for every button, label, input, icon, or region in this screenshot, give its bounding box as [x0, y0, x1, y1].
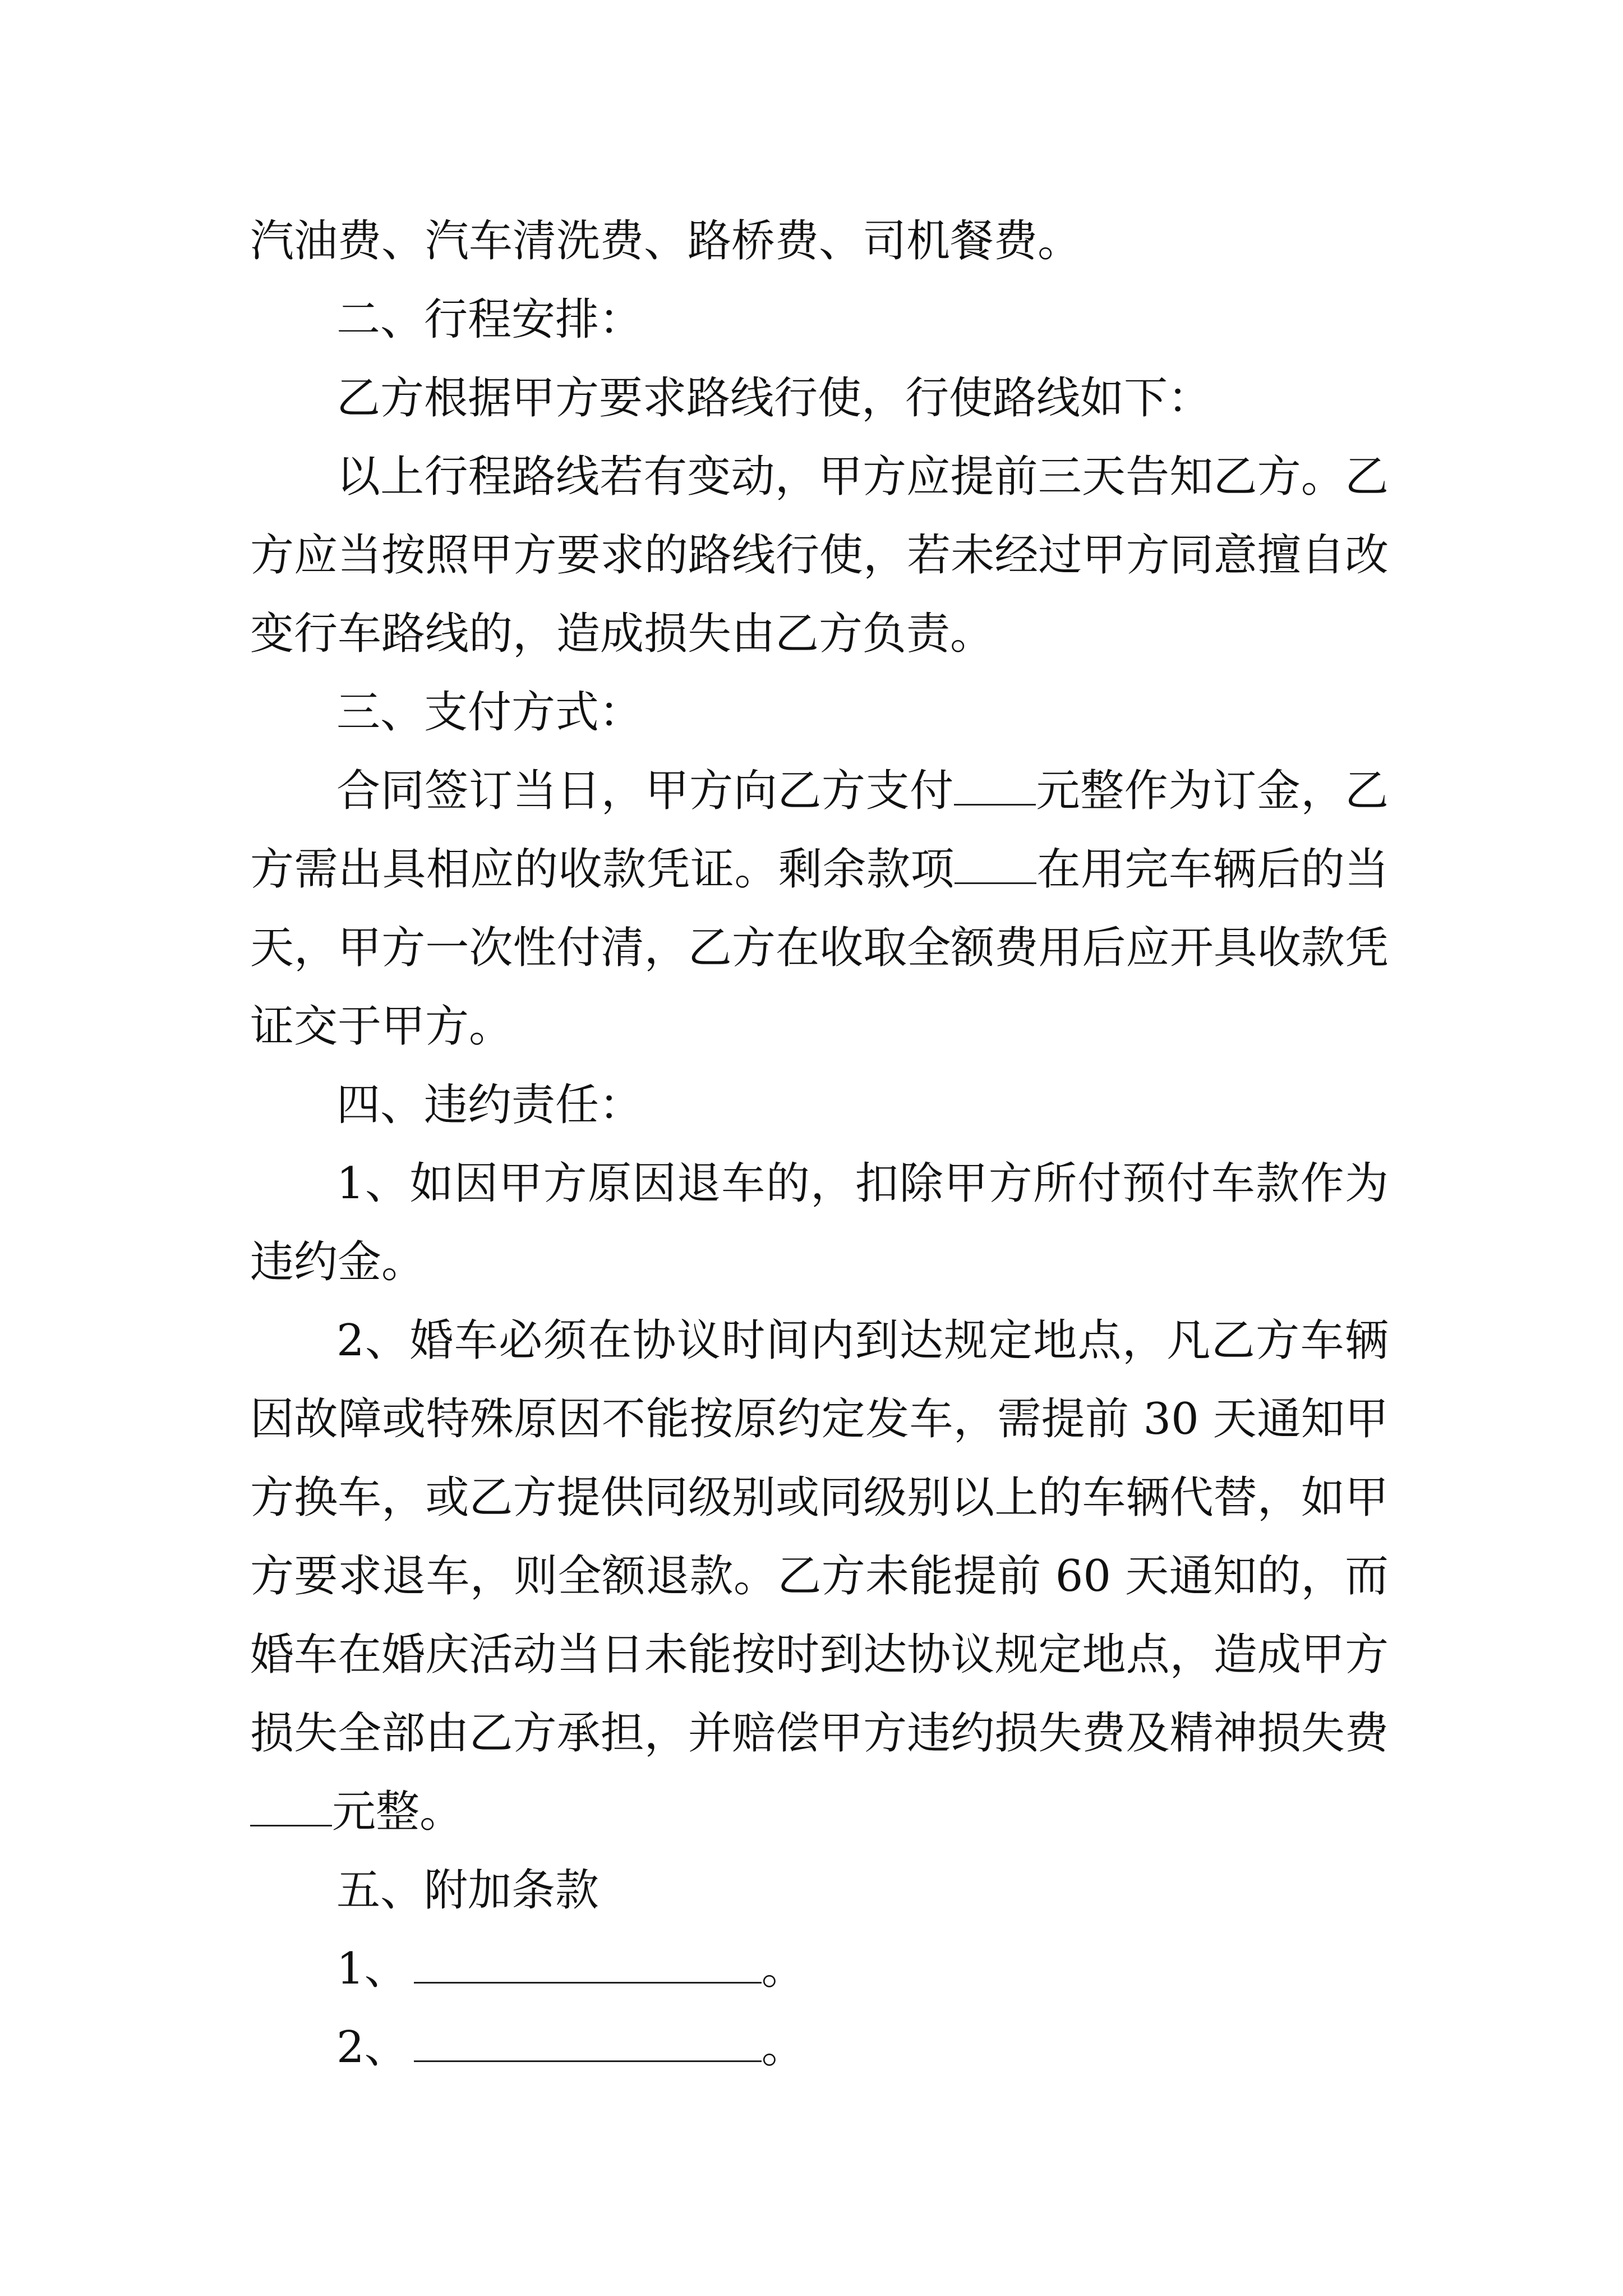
blank-field — [954, 765, 1036, 806]
text-line: 证交于甲方。 — [250, 1001, 513, 1052]
text-segment: 2、 — [336, 2022, 408, 2073]
text-line: 损失全部由乙方承担，并赔偿甲方违约损失费及精神损失费 — [250, 1708, 1389, 1759]
text-line: 婚车在婚庆活动当日未能按时到达协议规定地点，造成甲方 — [250, 1630, 1389, 1680]
section-heading-itinerary: 二、行程安排： — [336, 295, 643, 345]
text-segment: 元整作为订金，乙 — [1035, 766, 1389, 816]
text-line: 2、婚车必须在协议时间内到达规定地点，凡乙方车辆 — [336, 1315, 1389, 1366]
text-segment: 方需出具相应的收款凭证。剩余款项 — [250, 844, 955, 895]
text-line: 以上行程路线若有变动，甲方应提前三天告知乙方。乙 — [336, 452, 1389, 502]
text-line — [336, 2019, 1389, 2076]
blank-field — [414, 2021, 762, 2062]
text-line — [336, 1941, 1389, 1997]
text-segment: 1、 — [336, 1944, 408, 1994]
text-line: 汽油费、汽车清洗费、路桥费、司机餐费。 — [250, 216, 1082, 266]
text-line: 方要求退车，则全额退款。乙方未能提前 60 天通知的，而 — [250, 1551, 1389, 1602]
text-line: 方换车，或乙方提供同级别或同级别以上的车辆代替，如甲 — [250, 1473, 1389, 1523]
text-line — [250, 1784, 1389, 1840]
text-segment: 。 — [761, 1944, 805, 1994]
blank-field — [250, 1786, 332, 1826]
text-line: 因故障或特殊原因不能按原约定发车，需提前 30 天通知甲 — [250, 1394, 1389, 1444]
text-line: 乙方根据甲方要求路线行使，行使路线如下： — [336, 373, 1212, 424]
text-line — [250, 841, 1389, 898]
text-segment: 合同签订当日，甲方向乙方支付 — [336, 766, 954, 816]
text-line: 方应当按照甲方要求的路线行使，若未经过甲方同意擅自改 — [250, 530, 1389, 581]
text-line: 违约金。 — [250, 1237, 426, 1287]
text-line: 天，甲方一次性付清，乙方在收取全额费用后应开具收款凭 — [250, 923, 1389, 973]
section-heading-liability: 四、违约责任： — [336, 1080, 643, 1130]
section-heading-additional-terms: 五、附加条款 — [336, 1865, 600, 1916]
text-segment: 。 — [761, 2022, 805, 2073]
text-segment: 在用完车辆后的当 — [1036, 844, 1389, 895]
text-segment: 元整。 — [332, 1787, 464, 1837]
text-line: 1、如因甲方原因退车的，扣除甲方所付预付车款作为 — [336, 1158, 1389, 1209]
blank-field — [955, 843, 1036, 884]
text-line — [336, 763, 1389, 819]
section-heading-payment: 三、支付方式： — [336, 687, 643, 738]
blank-field — [414, 1943, 762, 1984]
text-line: 变行车路线的，造成损失由乙方负责。 — [250, 609, 994, 659]
